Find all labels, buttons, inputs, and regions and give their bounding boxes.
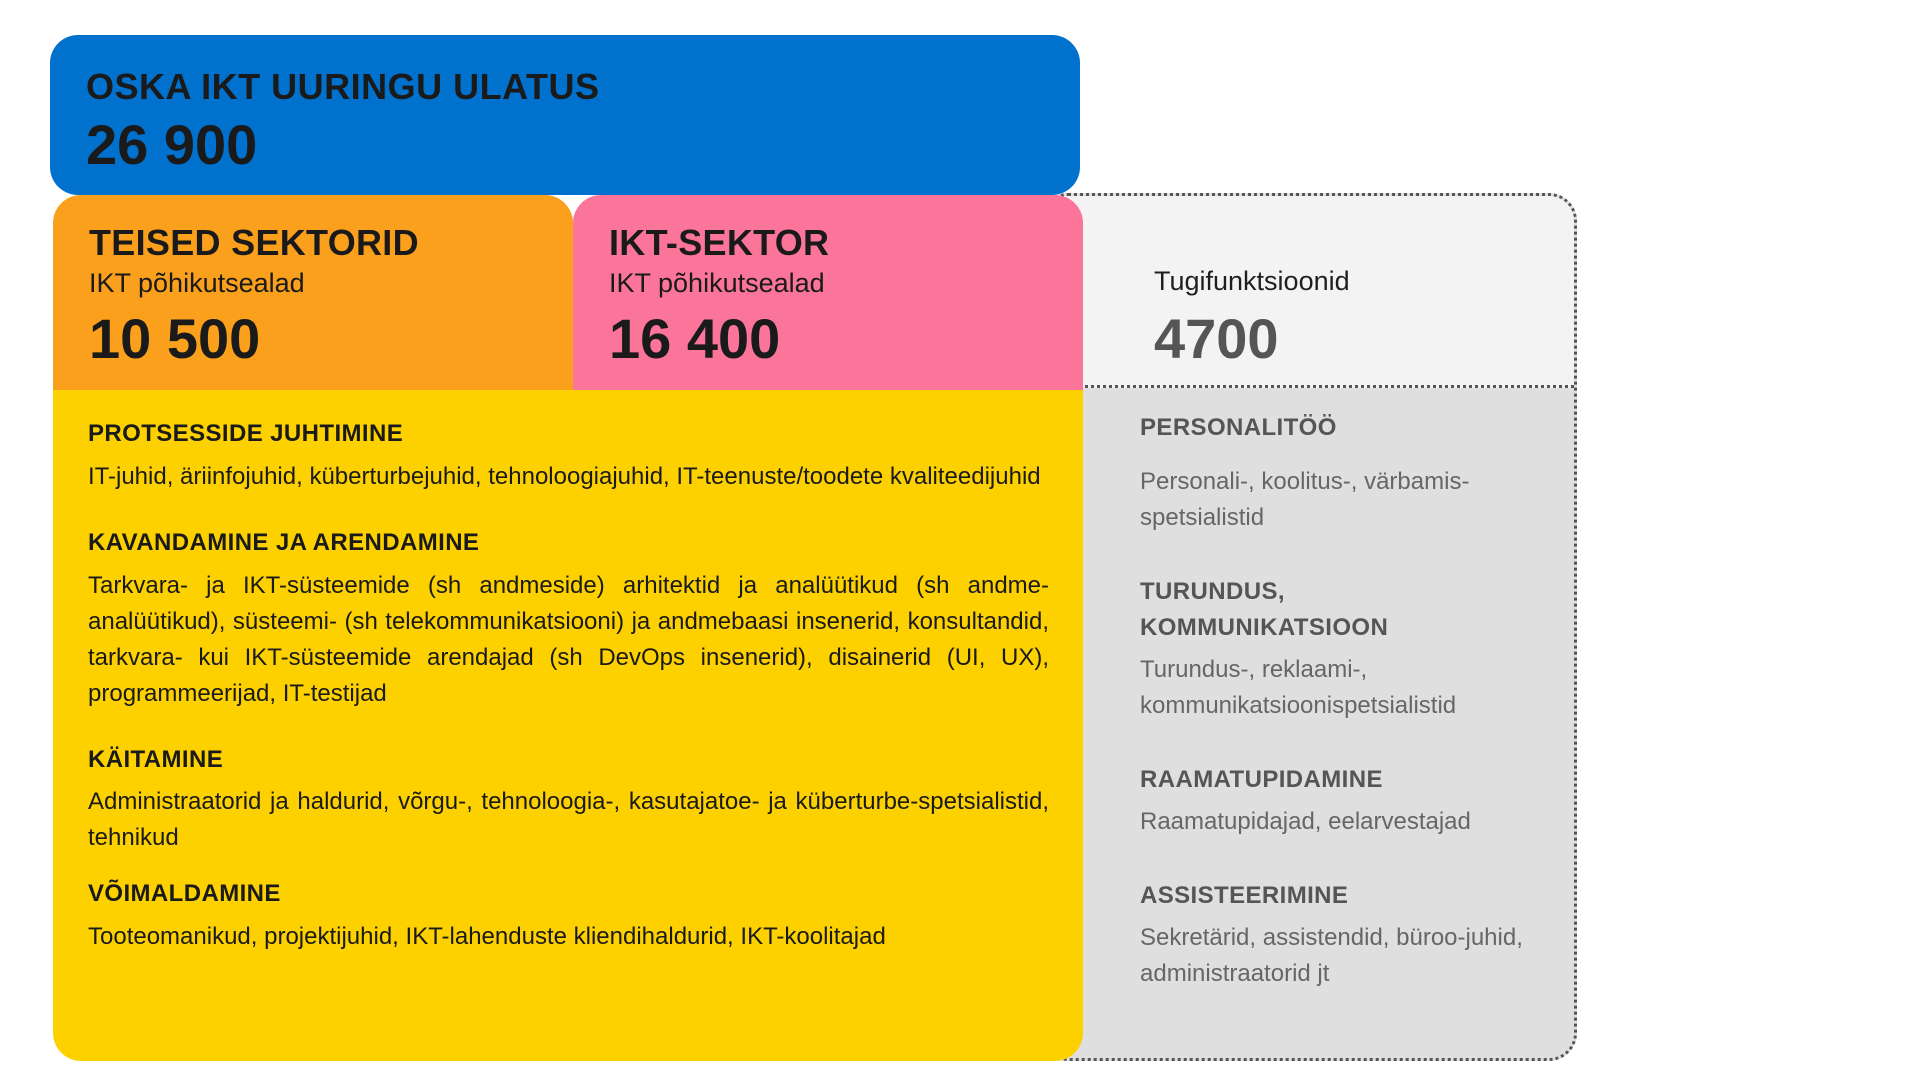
ict-sector-title: IKT-SEKTOR	[609, 222, 830, 263]
other-sectors-title: TEISED SEKTORID	[89, 222, 419, 263]
core-group-process-management	[88, 420, 1049, 495]
core-group-operations	[88, 746, 1049, 857]
support-functions-header	[1043, 196, 1574, 388]
ict-sector-subtitle: IKT põhikutsealad	[609, 268, 825, 298]
support-group-title: RAAMATUPIDAMINE	[1140, 766, 1383, 793]
core-group-title: KÄITAMINE	[88, 745, 224, 773]
core-group-desc: IT-juhid, äriinfojuhid, küberturbejuhid, tehnoloogiajuhid, IT-teenuste/toodete kvaliteedijuhid	[88, 462, 1041, 490]
support-functions-value: 4700	[1154, 307, 1279, 370]
core-group-desc: Administraatorid ja haldurid, võrgu-, tehnoloogia-, kasutajatoe- ja küberturbe-spetsialistid, tehnikud	[88, 788, 1049, 852]
support-group-title: ASSISTEERIMINE	[1140, 882, 1349, 909]
support-group-desc: Sekretärid, assistendid, büroo-juhid, administraatorid jt	[1140, 924, 1523, 987]
support-group-assisting	[1140, 878, 1540, 992]
support-group-hr	[1140, 410, 1540, 536]
support-group-desc: Turundus-, reklaami-, kommunikatsioonispetsialistid	[1140, 656, 1457, 719]
support-group-desc: Personali-, koolitus-, värbamis-spetsialistid	[1140, 468, 1470, 531]
core-group-design-development	[88, 529, 1049, 712]
support-groups-list	[1140, 410, 1540, 992]
core-group-title: PROTSESSIDE JUHTIMINE	[88, 420, 404, 447]
ict-sector-value: 16 400	[609, 306, 781, 370]
support-group-marketing	[1140, 574, 1540, 724]
core-group-desc: Tooteomanikud, projektijuhid, IKT-lahenduste kliendihaldurid, IKT-koolitajad	[88, 923, 886, 951]
core-group-desc: Tarkvara- ja IKT-süsteemide (sh andmeside) arhitektid ja analüütikud (sh andme-analüütikud), süsteemi- (sh telekommunikatsiooni) ja andmebaasi insenerid, konsultandid, tarkvara- kui IKT-süsteemide arendajad (sh DevOps insenerid), disainerid (UI, UX), programmeerijad, IT-testijad	[88, 571, 1049, 707]
study-scope-box	[50, 35, 1080, 195]
other-sectors-value: 10 500	[89, 306, 261, 370]
support-functions-label: Tugifunktsioonid	[1154, 266, 1350, 296]
support-group-accounting	[1140, 762, 1540, 840]
study-scope-title: OSKA IKT UURINGU ULATUS	[86, 66, 600, 107]
ict-sector-box	[573, 195, 1083, 391]
core-group-title: KAVANDAMINE JA ARENDAMINE	[88, 528, 480, 556]
support-group-desc: Raamatupidajad, eelarvestajad	[1140, 808, 1471, 835]
other-sectors-box	[53, 195, 573, 391]
core-group-title: VÕIMALDAMINE	[88, 880, 281, 908]
study-scope-value: 26 900	[86, 113, 258, 176]
core-group-enabling	[88, 880, 1049, 955]
support-group-title: PERSONALITÖÖ	[1140, 414, 1337, 441]
other-sectors-subtitle: IKT põhikutsealad	[89, 268, 305, 298]
support-group-title: TURUNDUS, KOMMUNIKATSIOON	[1140, 578, 1389, 641]
core-occupations-panel	[53, 390, 1083, 1061]
